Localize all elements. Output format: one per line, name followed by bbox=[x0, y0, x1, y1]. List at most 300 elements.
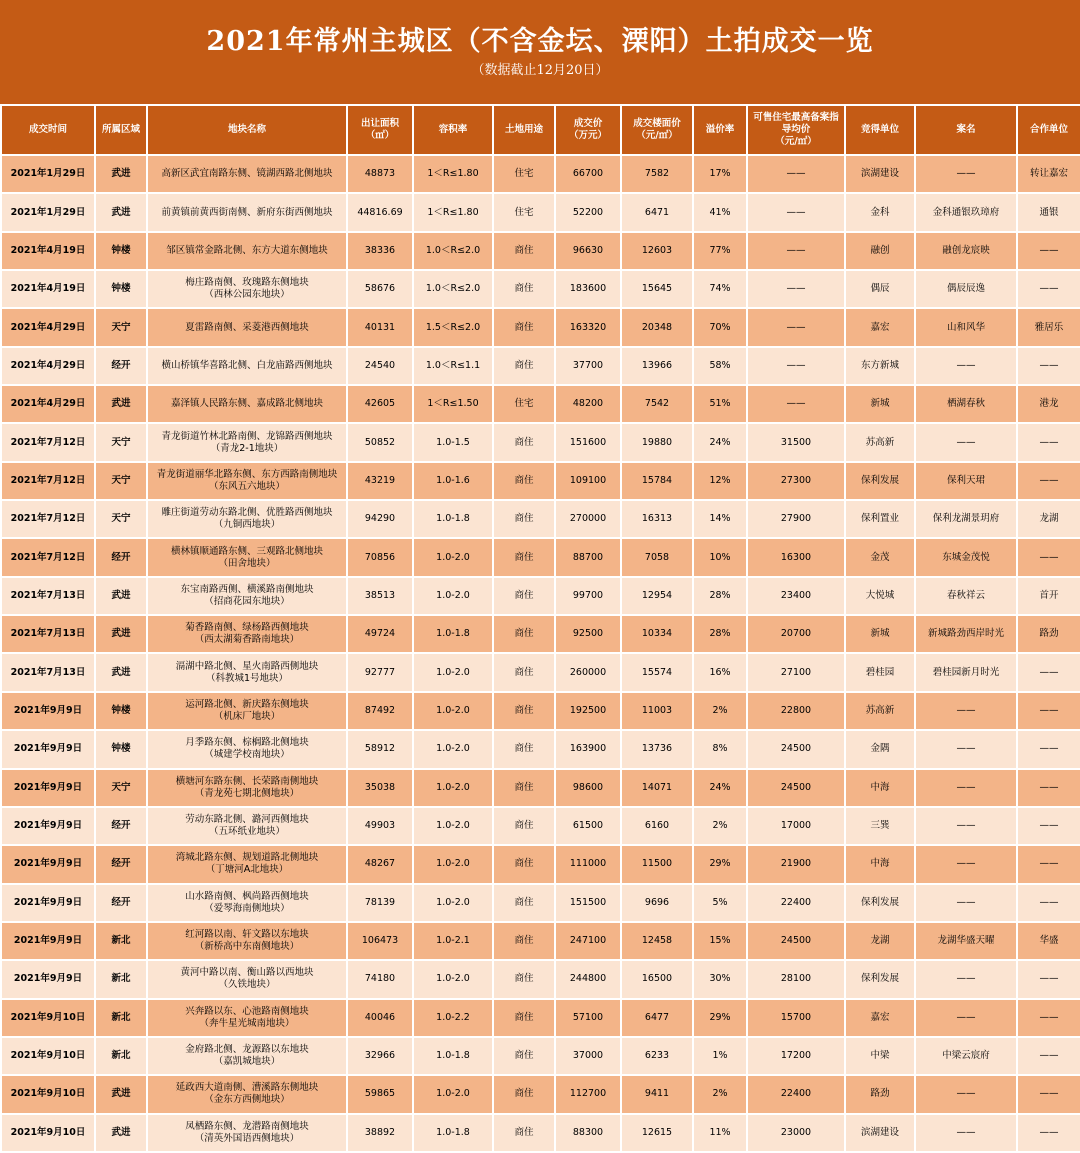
cell-partner: 华盛 bbox=[1018, 923, 1080, 959]
cell-name bbox=[148, 961, 346, 997]
cell-partner: —— bbox=[1018, 1000, 1080, 1036]
table-header-row bbox=[2, 106, 1080, 154]
cell-size: 92777 bbox=[348, 654, 412, 690]
table-row bbox=[2, 578, 1080, 614]
column-header-unit bbox=[622, 106, 692, 154]
cell-size: 38513 bbox=[348, 578, 412, 614]
cell-cap: —— bbox=[748, 156, 844, 192]
table-row bbox=[2, 654, 1080, 690]
cell-area: 新北 bbox=[96, 961, 146, 997]
cell-premium: 15% bbox=[694, 923, 746, 959]
column-header-line: （万元） bbox=[568, 130, 607, 141]
cell-winner: 滨湖建设 bbox=[846, 1115, 914, 1151]
cell-cap: 27900 bbox=[748, 501, 844, 537]
column-header-line: 竞得单位 bbox=[860, 124, 899, 135]
cell-premium: 70% bbox=[694, 309, 746, 345]
cell-price: 88700 bbox=[556, 539, 620, 575]
land-name-line: 横塘河东路东侧、长荣路南侧地块 bbox=[175, 775, 319, 787]
cell-winner: 中海 bbox=[846, 846, 914, 882]
cell-date: 2021年9月9日 bbox=[2, 693, 94, 729]
cell-name bbox=[148, 386, 346, 422]
cell-partner: —— bbox=[1018, 885, 1080, 921]
cell-project: —— bbox=[916, 348, 1016, 384]
cell-premium: 2% bbox=[694, 693, 746, 729]
cell-premium: 24% bbox=[694, 770, 746, 806]
table-row bbox=[2, 386, 1080, 422]
cell-far: 1.0-1.8 bbox=[414, 1115, 492, 1151]
cell-winner: 苏高新 bbox=[846, 424, 914, 460]
column-header-line: （元/㎡） bbox=[775, 136, 817, 147]
land-name-line: （青龙苑七期北侧地块） bbox=[194, 787, 300, 799]
cell-area: 武进 bbox=[96, 578, 146, 614]
column-header-line: 溢价率 bbox=[705, 124, 735, 135]
cell-premium: 2% bbox=[694, 1076, 746, 1112]
cell-area: 天宁 bbox=[96, 501, 146, 537]
cell-cap: —— bbox=[748, 233, 844, 269]
land-name-line: 黄河中路以南、衡山路以西地块 bbox=[180, 967, 314, 979]
cell-use: 商住 bbox=[494, 348, 554, 384]
cell-cap: 21900 bbox=[748, 846, 844, 882]
land-name-line: 延政西大道南侧、漕溪路东侧地块 bbox=[175, 1082, 319, 1094]
column-header-price bbox=[556, 106, 620, 154]
table-row bbox=[2, 1038, 1080, 1074]
cell-partner: —— bbox=[1018, 348, 1080, 384]
cell-far: 1.0＜R≤1.1 bbox=[414, 348, 492, 384]
cell-unit: 6233 bbox=[622, 1038, 692, 1074]
land-name-line: （金东方西侧地块） bbox=[204, 1094, 290, 1106]
cell-project: 山和风华 bbox=[916, 309, 1016, 345]
cell-use: 住宅 bbox=[494, 156, 554, 192]
cell-winner: 东方新城 bbox=[846, 348, 914, 384]
land-name-line: （新桥高中东南侧地块） bbox=[194, 941, 300, 953]
cell-unit: 7542 bbox=[622, 386, 692, 422]
cell-size: 40046 bbox=[348, 1000, 412, 1036]
table-row bbox=[2, 539, 1080, 575]
cell-size: 59865 bbox=[348, 1076, 412, 1112]
land-name-line: 高新区武宜南路东侧、镜湖西路北侧地块 bbox=[161, 168, 333, 180]
land-name-line: （奔牛星光城南地块） bbox=[199, 1017, 295, 1029]
land-name-line: 山水路南侧、枫尚路西侧地块 bbox=[185, 890, 309, 902]
land-name-line: （九铜西地块） bbox=[213, 519, 281, 531]
cell-name bbox=[148, 233, 346, 269]
cell-unit: 12458 bbox=[622, 923, 692, 959]
cell-premium: 28% bbox=[694, 616, 746, 652]
cell-name bbox=[148, 271, 346, 307]
land-name-line: 菊香路南侧、绿杨路西侧地块 bbox=[185, 622, 309, 634]
cell-area: 天宁 bbox=[96, 463, 146, 499]
cell-area: 武进 bbox=[96, 1076, 146, 1112]
cell-project: 融创龙宸映 bbox=[916, 233, 1016, 269]
cell-unit: 13966 bbox=[622, 348, 692, 384]
cell-size: 49903 bbox=[348, 808, 412, 844]
cell-unit: 16500 bbox=[622, 961, 692, 997]
cell-partner: —— bbox=[1018, 463, 1080, 499]
land-name-line: （五环纸业地块） bbox=[208, 826, 285, 838]
land-name-line: 横林镇顺通路东侧、三观路北侧地块 bbox=[170, 545, 323, 557]
cell-far: 1.0-2.0 bbox=[414, 885, 492, 921]
table-row bbox=[2, 233, 1080, 269]
cell-far: 1.0-2.0 bbox=[414, 539, 492, 575]
cell-price: 151600 bbox=[556, 424, 620, 460]
cell-name bbox=[148, 923, 346, 959]
cell-area: 天宁 bbox=[96, 309, 146, 345]
cell-winner: 中海 bbox=[846, 770, 914, 806]
cell-cap: 24500 bbox=[748, 923, 844, 959]
cell-name bbox=[148, 654, 346, 690]
cell-premium: 14% bbox=[694, 501, 746, 537]
cell-area: 钟楼 bbox=[96, 731, 146, 767]
column-header-line: 合作单位 bbox=[1029, 124, 1068, 135]
table-row bbox=[2, 424, 1080, 460]
cell-price: 244800 bbox=[556, 961, 620, 997]
cell-project: 保利天珺 bbox=[916, 463, 1016, 499]
cell-far: 1.0-2.0 bbox=[414, 961, 492, 997]
cell-price: 37000 bbox=[556, 1038, 620, 1074]
cell-partner: —— bbox=[1018, 1115, 1080, 1151]
column-header-line: 出让面积 bbox=[360, 118, 399, 129]
column-header-line: 成交时间 bbox=[28, 124, 67, 135]
cell-size: 32966 bbox=[348, 1038, 412, 1074]
cell-date: 2021年1月29日 bbox=[2, 156, 94, 192]
cell-price: 163320 bbox=[556, 309, 620, 345]
cell-use: 商住 bbox=[494, 885, 554, 921]
cell-partner: —— bbox=[1018, 233, 1080, 269]
cell-far: 1.0-1.8 bbox=[414, 616, 492, 652]
cell-size: 42605 bbox=[348, 386, 412, 422]
cell-date: 2021年7月13日 bbox=[2, 578, 94, 614]
column-header-winner bbox=[846, 106, 914, 154]
column-header-line: （元/㎡） bbox=[636, 130, 678, 141]
cell-project: 春秋祥云 bbox=[916, 578, 1016, 614]
cell-name bbox=[148, 885, 346, 921]
cell-far: 1.0-2.0 bbox=[414, 731, 492, 767]
cell-area: 新北 bbox=[96, 923, 146, 959]
cell-project: 偶辰辰逸 bbox=[916, 271, 1016, 307]
cell-partner: 路劲 bbox=[1018, 616, 1080, 652]
column-header-premium bbox=[694, 106, 746, 154]
column-header-line: 所属区域 bbox=[101, 124, 140, 135]
cell-size: 49724 bbox=[348, 616, 412, 652]
cell-use: 商住 bbox=[494, 770, 554, 806]
cell-winner: 新城 bbox=[846, 616, 914, 652]
cell-cap: —— bbox=[748, 348, 844, 384]
cell-premium: 58% bbox=[694, 348, 746, 384]
cell-winner: 保利发展 bbox=[846, 885, 914, 921]
cell-price: 57100 bbox=[556, 1000, 620, 1036]
cell-partner: —— bbox=[1018, 961, 1080, 997]
cell-partner: —— bbox=[1018, 1076, 1080, 1112]
cell-partner: —— bbox=[1018, 654, 1080, 690]
cell-partner: —— bbox=[1018, 808, 1080, 844]
cell-unit: 20348 bbox=[622, 309, 692, 345]
cell-date: 2021年9月9日 bbox=[2, 885, 94, 921]
cell-price: 163900 bbox=[556, 731, 620, 767]
cell-premium: 11% bbox=[694, 1115, 746, 1151]
cell-partner: —— bbox=[1018, 693, 1080, 729]
cell-use: 商住 bbox=[494, 309, 554, 345]
table-row bbox=[2, 463, 1080, 499]
cell-date: 2021年9月9日 bbox=[2, 923, 94, 959]
land-name-line: （招商花园东地块） bbox=[204, 595, 290, 607]
cell-use: 商住 bbox=[494, 1000, 554, 1036]
cell-price: 270000 bbox=[556, 501, 620, 537]
cell-date: 2021年7月12日 bbox=[2, 539, 94, 575]
cell-name bbox=[148, 539, 346, 575]
cell-partner: 首开 bbox=[1018, 578, 1080, 614]
cell-winner: 保利置业 bbox=[846, 501, 914, 537]
cell-project: —— bbox=[916, 693, 1016, 729]
cell-date: 2021年9月10日 bbox=[2, 1115, 94, 1151]
cell-partner: 港龙 bbox=[1018, 386, 1080, 422]
cell-name bbox=[148, 846, 346, 882]
cell-partner: 龙湖 bbox=[1018, 501, 1080, 537]
cell-use: 商住 bbox=[494, 501, 554, 537]
cell-size: 24540 bbox=[348, 348, 412, 384]
cell-price: 96630 bbox=[556, 233, 620, 269]
column-header-far bbox=[414, 106, 492, 154]
column-header-partner bbox=[1018, 106, 1080, 154]
cell-unit: 15784 bbox=[622, 463, 692, 499]
cell-price: 151500 bbox=[556, 885, 620, 921]
cell-cap: 23000 bbox=[748, 1115, 844, 1151]
land-name-line: （西林公园东地块） bbox=[204, 289, 290, 301]
cell-cap: 22400 bbox=[748, 885, 844, 921]
cell-use: 商住 bbox=[494, 1115, 554, 1151]
cell-unit: 19880 bbox=[622, 424, 692, 460]
table-row bbox=[2, 923, 1080, 959]
cell-premium: 17% bbox=[694, 156, 746, 192]
cell-partner: —— bbox=[1018, 539, 1080, 575]
cell-use: 商住 bbox=[494, 463, 554, 499]
cell-premium: 74% bbox=[694, 271, 746, 307]
table-row bbox=[2, 156, 1080, 192]
cell-unit: 14071 bbox=[622, 770, 692, 806]
cell-premium: 12% bbox=[694, 463, 746, 499]
cell-project: 保利龙湖景玥府 bbox=[916, 501, 1016, 537]
cell-size: 38892 bbox=[348, 1115, 412, 1151]
cell-cap: 28100 bbox=[748, 961, 844, 997]
cell-name bbox=[148, 578, 346, 614]
cell-area: 经开 bbox=[96, 348, 146, 384]
cell-project: 栖湖春秋 bbox=[916, 386, 1016, 422]
cell-project: 东城金茂悦 bbox=[916, 539, 1016, 575]
cell-partner: —— bbox=[1018, 271, 1080, 307]
cell-premium: 24% bbox=[694, 424, 746, 460]
cell-name bbox=[148, 1115, 346, 1151]
cell-price: 37700 bbox=[556, 348, 620, 384]
cell-winner: 三巽 bbox=[846, 808, 914, 844]
cell-name bbox=[148, 1000, 346, 1036]
cell-price: 98600 bbox=[556, 770, 620, 806]
land-name-line: 梅庄路南侧、玫瑰路东侧地块 bbox=[185, 277, 309, 289]
cell-date: 2021年1月29日 bbox=[2, 194, 94, 230]
cell-date: 2021年4月29日 bbox=[2, 348, 94, 384]
cell-far: 1.5＜R≤2.0 bbox=[414, 309, 492, 345]
cell-unit: 12615 bbox=[622, 1115, 692, 1151]
cell-use: 商住 bbox=[494, 616, 554, 652]
cell-use: 商住 bbox=[494, 693, 554, 729]
cell-use: 商住 bbox=[494, 961, 554, 997]
table-row bbox=[2, 846, 1080, 882]
cell-project: —— bbox=[916, 846, 1016, 882]
table-row bbox=[2, 1076, 1080, 1112]
land-name-line: 前黄镇前黄西街南侧、新府东街西侧地块 bbox=[161, 206, 333, 218]
column-header-line: 可售住宅最高备案指 bbox=[753, 112, 839, 123]
cell-far: 1.0-2.0 bbox=[414, 693, 492, 729]
table-body bbox=[2, 156, 1080, 1151]
cell-far: 1.0-1.5 bbox=[414, 424, 492, 460]
cell-cap: 31500 bbox=[748, 424, 844, 460]
land-name-line: 青龙街道丽华北路东侧、东方西路南侧地块 bbox=[156, 468, 338, 480]
cell-cap: 17000 bbox=[748, 808, 844, 844]
land-name-line: 青龙街道竹林北路南侧、龙锦路西侧地块 bbox=[161, 430, 333, 442]
cell-price: 61500 bbox=[556, 808, 620, 844]
cell-size: 43219 bbox=[348, 463, 412, 499]
land-name-line: （东风五六地块） bbox=[208, 480, 285, 492]
land-name-line: 兴奔路以东、心池路南侧地块 bbox=[185, 1005, 309, 1017]
cell-winner: 金科 bbox=[846, 194, 914, 230]
cell-use: 住宅 bbox=[494, 386, 554, 422]
cell-area: 钟楼 bbox=[96, 271, 146, 307]
cell-size: 40131 bbox=[348, 309, 412, 345]
column-header-date bbox=[2, 106, 94, 154]
cell-premium: 1% bbox=[694, 1038, 746, 1074]
cell-price: 192500 bbox=[556, 693, 620, 729]
table-row bbox=[2, 309, 1080, 345]
cell-partner: —— bbox=[1018, 846, 1080, 882]
cell-premium: 10% bbox=[694, 539, 746, 575]
cell-name bbox=[148, 1038, 346, 1074]
table-row bbox=[2, 271, 1080, 307]
cell-premium: 28% bbox=[694, 578, 746, 614]
cell-price: 247100 bbox=[556, 923, 620, 959]
cell-partner: —— bbox=[1018, 770, 1080, 806]
page-title: 2021年常州主城区（不含金坛、溧阳）土拍成交一览 bbox=[206, 26, 874, 57]
cell-project: —— bbox=[916, 424, 1016, 460]
cell-size: 35038 bbox=[348, 770, 412, 806]
cell-far: 1.0-2.2 bbox=[414, 1000, 492, 1036]
cell-date: 2021年7月12日 bbox=[2, 501, 94, 537]
land-name-line: 夏雷路南侧、采菱港西侧地块 bbox=[185, 321, 309, 333]
cell-cap: 17200 bbox=[748, 1038, 844, 1074]
cell-winner: 碧桂园 bbox=[846, 654, 914, 690]
cell-far: 1.0-1.8 bbox=[414, 501, 492, 537]
cell-project: —— bbox=[916, 1076, 1016, 1112]
cell-size: 58676 bbox=[348, 271, 412, 307]
cell-area: 武进 bbox=[96, 616, 146, 652]
cell-winner: 新城 bbox=[846, 386, 914, 422]
cell-premium: 29% bbox=[694, 1000, 746, 1036]
cell-size: 44816.69 bbox=[348, 194, 412, 230]
cell-date: 2021年9月10日 bbox=[2, 1000, 94, 1036]
cell-premium: 8% bbox=[694, 731, 746, 767]
land-name-line: 横山桥镇华喜路北侧、白龙庙路西侧地块 bbox=[161, 359, 333, 371]
land-name-line: 月季路东侧、棕榈路北侧地块 bbox=[185, 737, 309, 749]
cell-far: 1＜R≤1.50 bbox=[414, 386, 492, 422]
column-header-size bbox=[348, 106, 412, 154]
cell-partner: —— bbox=[1018, 1038, 1080, 1074]
cell-price: 88300 bbox=[556, 1115, 620, 1151]
cell-area: 武进 bbox=[96, 654, 146, 690]
cell-cap: 24500 bbox=[748, 770, 844, 806]
cell-partner: 转让嘉宏 bbox=[1018, 156, 1080, 192]
table-row bbox=[2, 961, 1080, 997]
cell-winner: 滨湖建设 bbox=[846, 156, 914, 192]
cell-unit: 15645 bbox=[622, 271, 692, 307]
title-banner bbox=[0, 0, 1080, 104]
cell-winner: 龙湖 bbox=[846, 923, 914, 959]
cell-date: 2021年9月9日 bbox=[2, 808, 94, 844]
cell-use: 商住 bbox=[494, 233, 554, 269]
cell-price: 92500 bbox=[556, 616, 620, 652]
cell-winner: 中梁 bbox=[846, 1038, 914, 1074]
land-name-line: （西太湖菊香路南地块） bbox=[194, 634, 300, 646]
cell-date: 2021年4月19日 bbox=[2, 233, 94, 269]
column-header-line: 土地用途 bbox=[504, 124, 543, 135]
cell-name bbox=[148, 463, 346, 499]
cell-use: 住宅 bbox=[494, 194, 554, 230]
column-header-line: 导均价 bbox=[781, 124, 811, 135]
cell-premium: 77% bbox=[694, 233, 746, 269]
land-name-line: 凤栖路东侧、龙潜路南侧地块 bbox=[185, 1120, 309, 1132]
cell-unit: 11003 bbox=[622, 693, 692, 729]
cell-winner: 金茂 bbox=[846, 539, 914, 575]
cell-area: 钟楼 bbox=[96, 233, 146, 269]
cell-winner: 路劲 bbox=[846, 1076, 914, 1112]
cell-use: 商住 bbox=[494, 846, 554, 882]
cell-size: 70856 bbox=[348, 539, 412, 575]
cell-size: 50852 bbox=[348, 424, 412, 460]
cell-price: 52200 bbox=[556, 194, 620, 230]
cell-far: 1.0-2.0 bbox=[414, 1076, 492, 1112]
cell-project: 龙湖华盛天曜 bbox=[916, 923, 1016, 959]
cell-date: 2021年9月10日 bbox=[2, 1076, 94, 1112]
cell-far: 1.0-2.0 bbox=[414, 654, 492, 690]
land-name-line: 红河路以南、轩文路以东地块 bbox=[185, 929, 309, 941]
cell-premium: 5% bbox=[694, 885, 746, 921]
cell-far: 1.0-2.0 bbox=[414, 846, 492, 882]
cell-unit: 6471 bbox=[622, 194, 692, 230]
cell-premium: 29% bbox=[694, 846, 746, 882]
cell-use: 商住 bbox=[494, 808, 554, 844]
table-row bbox=[2, 501, 1080, 537]
cell-unit: 15574 bbox=[622, 654, 692, 690]
table-row bbox=[2, 808, 1080, 844]
cell-date: 2021年7月12日 bbox=[2, 463, 94, 499]
cell-cap: 22400 bbox=[748, 1076, 844, 1112]
cell-premium: 30% bbox=[694, 961, 746, 997]
cell-price: 260000 bbox=[556, 654, 620, 690]
column-header-line: 案名 bbox=[956, 124, 976, 135]
cell-cap: —— bbox=[748, 271, 844, 307]
cell-price: 183600 bbox=[556, 271, 620, 307]
table-row bbox=[2, 693, 1080, 729]
cell-price: 112700 bbox=[556, 1076, 620, 1112]
cell-name bbox=[148, 770, 346, 806]
cell-far: 1.0-2.1 bbox=[414, 923, 492, 959]
cell-use: 商住 bbox=[494, 424, 554, 460]
cell-cap: 15700 bbox=[748, 1000, 844, 1036]
cell-project: —— bbox=[916, 731, 1016, 767]
column-header-line: 容积率 bbox=[438, 124, 468, 135]
column-header-line: （㎡） bbox=[365, 130, 395, 141]
cell-date: 2021年9月9日 bbox=[2, 846, 94, 882]
cell-price: 66700 bbox=[556, 156, 620, 192]
land-name-line: 金府路北侧、龙源路以东地块 bbox=[185, 1044, 309, 1056]
cell-partner: 雅居乐 bbox=[1018, 309, 1080, 345]
table-row bbox=[2, 731, 1080, 767]
cell-date: 2021年7月12日 bbox=[2, 424, 94, 460]
